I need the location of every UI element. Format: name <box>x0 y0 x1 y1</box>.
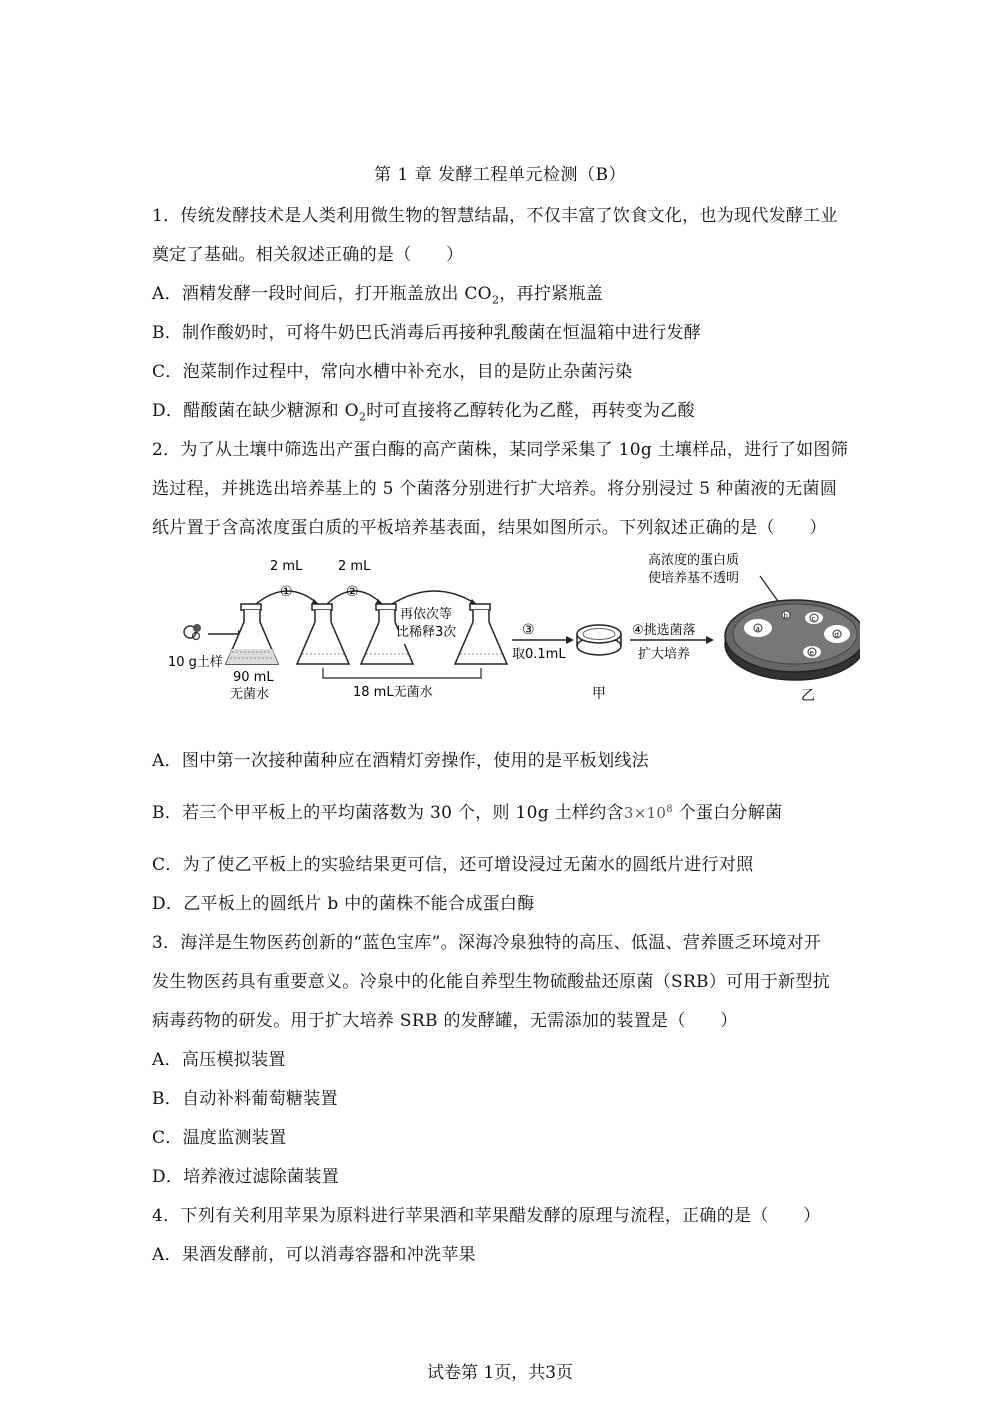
step4-arrow-head <box>706 636 714 644</box>
disc-d <box>824 625 850 643</box>
q3-option-b: B．自动补料葡萄糖装置 <box>152 1089 338 1109</box>
dilution-plating-figure <box>160 548 860 708</box>
step4-text: ④挑选菌落 <box>632 623 696 638</box>
page-footer: 试卷第 1页，共3页 <box>426 1363 574 1383</box>
step2-num: ② <box>346 584 359 600</box>
disc-e <box>803 646 821 658</box>
note-line1: 高浓度的蛋白质 <box>648 553 740 568</box>
step4-text2: 扩大培养 <box>638 647 691 662</box>
q1-option-d-text: D．醋酸菌在缺少糖源和 O <box>152 401 359 421</box>
disc-a <box>744 619 772 637</box>
water18-label: 18 mL无菌水 <box>353 685 433 700</box>
q1-option-d-text-end: 时可直接将乙醇转化为乙醛，再转变为乙酸 <box>366 401 695 421</box>
q3-stem-line1: 3．海洋是生物医药创新的“蓝色宝库”。深海冷泉独特的高压、低温、营养匮乏环境对开 <box>152 933 822 953</box>
q1-option-c: C．泡菜制作过程中，常向水槽中补充水，目的是防止杂菌污染 <box>152 362 633 382</box>
repeat-arrow <box>392 591 476 604</box>
q2-stem-line3: 纸片置于含高浓度蛋白质的平板培养基表面，结果如图所示。下列叙述正确的是（ ） <box>152 518 827 538</box>
disc-e-label: e <box>809 649 814 657</box>
q3-stem-line2: 发生物医药具有重要意义。冷泉中的化能自养型生物硫酸盐还原菌（SRB）可用于新型抗 <box>152 972 830 992</box>
q2-option-b-math-exp: 8 <box>666 804 673 815</box>
q3-stem-line3: 病毒药物的研发。用于扩大培养 SRB 的发酵罐，无需添加的装置是（ ） <box>152 1011 738 1031</box>
q2-option-c: C．为了使乙平板上的实验结果更可信，还可增设浸过无菌水的圆纸片进行对照 <box>152 855 754 875</box>
plate-jia <box>577 625 621 655</box>
q1-option-b: B．制作酸奶时，可将牛奶巴氏消毒后再接种乳酸菌在恒温箱中进行发酵 <box>152 323 702 343</box>
soil-sample-icon <box>184 624 201 640</box>
disc-a-label: a <box>755 625 760 633</box>
q2-option-b-math-base: 3×10 <box>623 804 667 822</box>
q3-option-c: C．温度监测装置 <box>152 1128 287 1148</box>
disc-d-label: d <box>834 631 839 639</box>
q1-option-a-text: A．酒精发酵一段时间后，打开瓶盖放出 CO <box>152 284 492 304</box>
step2-volume: 2 mL <box>338 559 371 574</box>
step3-num: ③ <box>522 622 535 638</box>
q2-option-b-math <box>624 804 673 822</box>
step1-volume: 2 mL <box>270 559 303 574</box>
note-line2: 使培养基不透明 <box>648 571 740 586</box>
q1-option-a-subscript: 2 <box>491 293 500 307</box>
soil-label: 10 g土样 <box>168 655 223 670</box>
page-title: 第 1 章 发酵工程单元检测（B） <box>373 165 627 185</box>
repeat-line1: 再依次等 <box>400 607 453 622</box>
q4-option-a: A．果酒发酵前，可以消毒容器和冲洗苹果 <box>152 1245 476 1265</box>
step3-arrow-head <box>566 636 574 644</box>
q1-option-d-subscript: 2 <box>358 410 367 424</box>
q1-stem-line1: 1．传统发酵技术是人类利用微生物的智慧结晶，不仅丰富了饮食文化，也为现代发酵工业 <box>152 206 838 226</box>
q2-stem-line1: 2．为了从土壤中筛选出产蛋白酶的高产菌株，某同学采集了 10g 土壤样品，进行了如图筛 <box>152 440 849 460</box>
q2-option-b-text-end: 个蛋白分解菌 <box>678 803 783 823</box>
step1-num: ① <box>280 584 293 600</box>
disc-c-label: c <box>811 615 816 623</box>
q2-stem-line2: 选过程，并挑选出培养基上的 5 个菌落分别进行扩大培养。将分别浸过 5 种菌液的无菌圆 <box>152 479 838 499</box>
q2-option-a: A．图中第一次接种菌种应在酒精灯旁操作，使用的是平板划线法 <box>152 751 649 771</box>
disc-c <box>805 612 823 624</box>
step3-text: 取0.1mL <box>512 647 566 662</box>
q2-option-d: D．乙平板上的圆纸片 b 中的菌株不能合成蛋白酶 <box>152 894 535 914</box>
plate-jia-label: 甲 <box>592 686 606 702</box>
q1-option-d <box>152 396 695 423</box>
water90-line2: 无菌水 <box>230 687 270 702</box>
q4-stem-line1: 4．下列有关利用苹果为原料进行苹果酒和苹果醋发酵的原理与流程，正确的是（ ） <box>152 1206 821 1226</box>
disc-b-label: b <box>783 612 788 620</box>
q3-option-a: A．高压模拟装置 <box>152 1050 286 1070</box>
q3-option-d: D．培养液过滤除菌装置 <box>152 1167 339 1187</box>
q2-option-b <box>152 798 782 823</box>
flask-2 <box>297 604 349 664</box>
water18-bracket <box>323 668 481 678</box>
plate-yi-label: 乙 <box>801 688 815 704</box>
q2-option-b-text: B．若三个甲平板上的平均菌落数为 30 个，则 10g 土样约含 <box>152 803 624 823</box>
q1-stem-line2: 奠定了基础。相关叙述正确的是（ ） <box>152 245 464 265</box>
water90-line1: 90 mL <box>233 670 274 685</box>
repeat-line2: 比稀释3次 <box>396 625 457 640</box>
q1-option-a <box>152 279 603 306</box>
q1-option-a-text-end: ，再拧紧瓶盖 <box>499 284 604 304</box>
